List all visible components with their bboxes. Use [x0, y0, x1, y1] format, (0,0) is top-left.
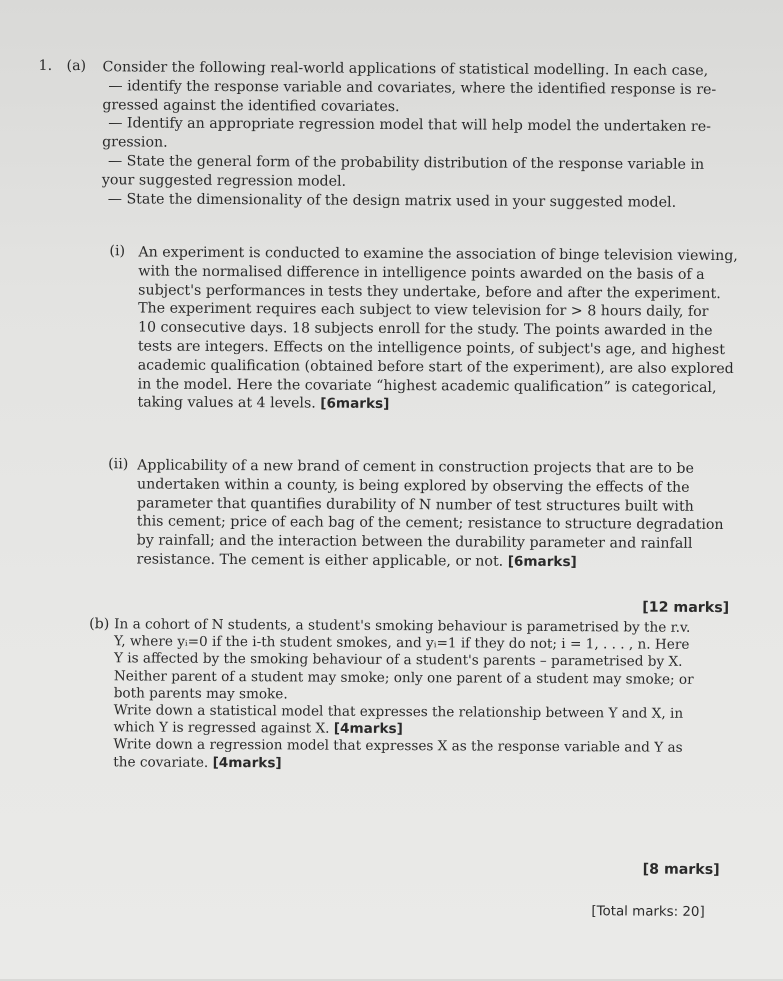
item-ii-marks: [6marks] [507, 553, 577, 571]
intro-line: — State the general form of the probability distribution of the response variable in [107, 153, 705, 173]
part-b-marks-1: [4marks] [333, 720, 403, 738]
intro-line: gressed against the identified covariates. [102, 96, 400, 115]
intro-line: — Identify an appropriate regression model that will help model the undertaken re- [108, 115, 711, 136]
part-b-line: which Y is regressed against X. [113, 719, 330, 737]
item-line: by rainfall; and the interaction between the durability parameter and rainfall [136, 532, 693, 553]
intro-line: — identify the response variable and covariates, where the identified response is re- [108, 78, 717, 98]
item-line: in the model. Here the covariate “highest academic qualification” is categorical, [137, 376, 717, 396]
item-line: tests are integers. Effects on the intelligence points, of subject's age, and highest [137, 338, 725, 359]
intro-line: — State the dimensionality of the design matrix used in your suggested model. [107, 190, 677, 211]
item-ii-label: (ii) [108, 456, 129, 473]
item-i-marks: [6marks] [320, 395, 390, 413]
part-b-line: In a cohort of N students, a student's smoking behaviour is parametrised by the r.v. [114, 616, 691, 636]
part-a-label: (a) [66, 58, 87, 75]
item-line: subject's performances in tests they undertake, before and after the experiment. [138, 282, 721, 302]
part-b-line: the covariate. [113, 753, 209, 771]
part-b-line: Write down a regression model that expresses X as the response variable and Y as [113, 736, 683, 757]
part-b-line: Write down a statistical model that expresses the relationship between Y and X, in [113, 702, 684, 722]
question-number: 1. [38, 57, 53, 74]
item-ii-text [137, 456, 753, 573]
part-a-marks: [12 marks] [642, 599, 730, 617]
part-a-intro [102, 58, 761, 212]
item-line: 10 consecutive days. 18 subjects enroll for the study. The points awarded in the [137, 319, 713, 340]
intro-line: Consider the following real-world applications of statistical modelling. In each case, [102, 59, 709, 79]
item-line: An experiment is conducted to examine the association of binge television viewing, [138, 244, 738, 265]
part-b-marks: [8 marks] [642, 861, 720, 879]
intro-line: gression. [102, 134, 168, 151]
item-line: academic qualification (obtained before start of the experiment), are also explored [137, 357, 734, 377]
item-line: undertaken within a county, is being explored by observing the effects of the [136, 476, 690, 496]
item-line: taking values at 4 levels. [137, 394, 316, 412]
item-line: this cement; price of each bag of the cement; resistance to structure degradation [136, 513, 724, 534]
part-b-line: both parents may smoke. [113, 685, 288, 703]
part-b-text [113, 616, 754, 775]
item-line: resistance. The cement is either applicable, or not. [136, 551, 504, 570]
part-b-line: Y is affected by the smoking behaviour of a student's parents – parametrised by X. [113, 650, 683, 671]
intro-line: your suggested regression model. [101, 172, 347, 190]
item-i-text [137, 243, 753, 416]
part-b-line: Neither parent of a student may smoke; only one parent of a student may smoke; or [113, 667, 694, 688]
part-b-marks-2: [4marks] [212, 754, 282, 771]
part-b-label: (b) [89, 616, 110, 633]
item-line: parameter that quantifies durability of N number of test structures built with [136, 495, 694, 515]
item-i-label: (i) [109, 243, 126, 260]
item-line: with the normalised difference in intelligence points awarded on the basis of a [138, 263, 705, 283]
item-line: Applicability of a new brand of cement in construction projects that are to be [137, 457, 694, 477]
part-b-line: Y, where yᵢ=0 if the i-th student smokes, and yᵢ=1 if they do not; i = 1, . . . , n. Here [114, 633, 690, 654]
item-line: The experiment requires each subject to view television for > 8 hours daily, for [138, 300, 709, 321]
total-marks: [Total marks: 20] [591, 904, 705, 920]
